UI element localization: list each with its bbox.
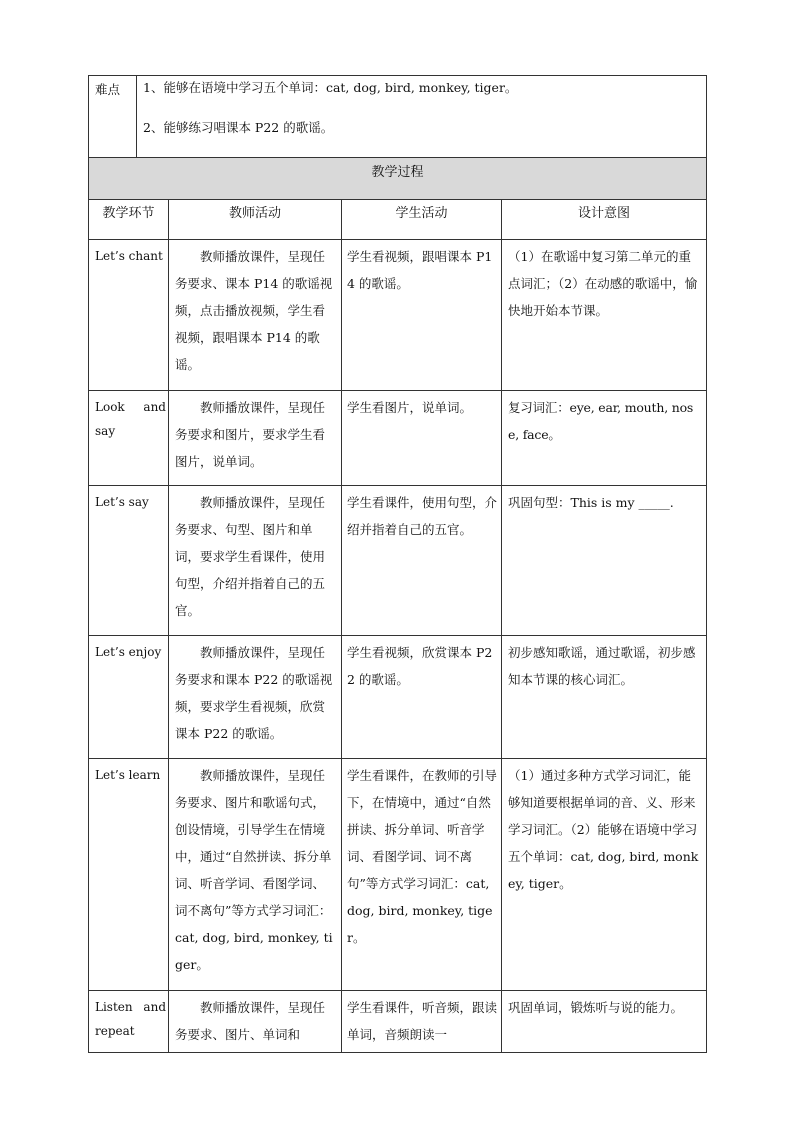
design-intent-cell: 巩固单词，锻炼听与说的能力。 xyxy=(502,991,707,1053)
process-title: 教学过程 xyxy=(371,165,424,180)
design-intent-cell: （1）在歌谣中复习第二单元的重点词汇；（2）在动感的歌谣中，愉快地开始本节课。 xyxy=(502,240,707,391)
table-row xyxy=(89,991,707,1053)
process-header-row xyxy=(89,200,707,240)
process-title-row xyxy=(89,158,707,200)
student-activity-cell: 学生看图片，说单词。 xyxy=(342,391,502,486)
header-teacher xyxy=(169,200,342,240)
design-intent-cell: 初步感知歌谣，通过歌谣，初步感知本节课的核心词汇。 xyxy=(502,636,707,759)
segment-cell: Let’s chant xyxy=(89,240,169,391)
teacher-activity-cell: 教师播放课件，呈现任务要求和图片，要求学生看图片，说单词。 xyxy=(169,391,342,486)
header-student xyxy=(342,200,502,240)
teacher-activity-cell: 教师播放课件，呈现任务要求、图片和歌谣句式，创设情境，引导学生在情境中，通过“自然拼读、拆分单词、听音学词、看图学词、词不离句”等方式学习词汇：cat, dog, bird, monkey, tiger。 xyxy=(169,759,342,991)
header-segment xyxy=(89,200,169,240)
design-intent-cell: （1）通过多种方式学习词汇，能够知道要根据单词的音、义、形来学习词汇。（2）能够在语境中学习五个单词：cat, dog, bird, monkey, tiger。 xyxy=(502,759,707,991)
segment-cell: Let’s say xyxy=(89,486,169,636)
header-segment-label: 教学环节 xyxy=(102,206,155,221)
difficulty-row xyxy=(89,76,707,158)
student-activity-cell: 学生看视频，欣赏课本 P22 的歌谣。 xyxy=(342,636,502,759)
difficulty-table xyxy=(88,75,707,158)
header-intent xyxy=(502,200,707,240)
teacher-activity-cell: 教师播放课件，呈现任务要求、课本 P14 的歌谣视频，点击播放视频，学生看视频，跟唱课本 P14 的歌谣。 xyxy=(169,240,342,391)
teaching-process-table xyxy=(88,157,707,1053)
student-activity-cell: 学生看课件，在教师的引导下，在情境中，通过“自然拼读、拆分单词、听音学词、看图学词、词不离句”等方式学习词汇：cat, dog, bird, monkey, tiger。 xyxy=(342,759,502,991)
student-activity-cell: 学生看课件，听音频，跟读单词，音频朗读一 xyxy=(342,991,502,1053)
header-intent-label: 设计意图 xyxy=(578,206,631,221)
header-teacher-label: 教师活动 xyxy=(228,206,281,221)
table-row xyxy=(89,486,707,636)
table-row xyxy=(89,391,707,486)
difficulty-content xyxy=(137,76,707,158)
difficulty-label: 难点 xyxy=(89,76,137,158)
difficulty-point-1: 1、能够在语境中学习五个单词：cat, dog, bird, monkey, tiger。 xyxy=(143,80,518,95)
segment-cell: Look and say xyxy=(89,391,169,486)
process-title-cell xyxy=(89,158,707,200)
design-intent-cell: 复习词汇：eye, ear, mouth, nose, face。 xyxy=(502,391,707,486)
header-student-label: 学生活动 xyxy=(395,206,448,221)
teacher-activity-cell: 教师播放课件，呈现任务要求、句型、图片和单词，要求学生看课件，使用句型，介绍并指着自己的五官。 xyxy=(169,486,342,636)
design-intent-cell: 巩固句型：This is my _____. xyxy=(502,486,707,636)
student-activity-cell: 学生看视频，跟唱课本 P14 的歌谣。 xyxy=(342,240,502,391)
teacher-activity-cell: 教师播放课件，呈现任务要求、图片、单词和 xyxy=(169,991,342,1053)
table-row xyxy=(89,240,707,391)
segment-cell: Listen and repeat xyxy=(89,991,169,1053)
table-row xyxy=(89,759,707,991)
student-activity-cell: 学生看课件，使用句型，介绍并指着自己的五官。 xyxy=(342,486,502,636)
segment-cell: Let’s learn xyxy=(89,759,169,991)
difficulty-point-2: 2、能够练习唱课本 P22 的歌谣。 xyxy=(143,120,334,135)
table-row xyxy=(89,636,707,759)
segment-cell: Let’s enjoy xyxy=(89,636,169,759)
teacher-activity-cell: 教师播放课件，呈现任务要求和课本 P22 的歌谣视频，要求学生看视频，欣赏课本 P22 的歌谣。 xyxy=(169,636,342,759)
